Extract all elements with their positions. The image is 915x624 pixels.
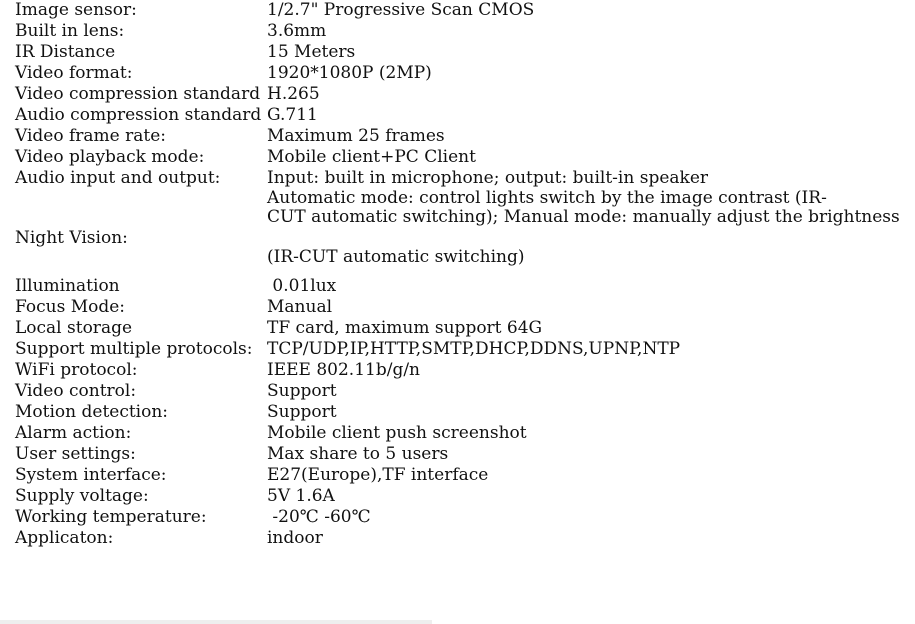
spec-value: 0.01lux (267, 276, 337, 296)
spec-row-lens (15, 21, 915, 42)
spec-value: H.265 (267, 84, 320, 104)
spec-label: Focus Mode: (15, 297, 126, 317)
spec-row-audio-io (15, 168, 915, 189)
spec-label: User settings: (15, 444, 136, 464)
spec-value: 1/2.7" Progressive Scan CMOS (267, 0, 535, 20)
spec-value: 5V 1.6A (267, 486, 335, 506)
spec-label: Video format: (15, 63, 133, 83)
spec-row-user-settings (15, 444, 915, 465)
spec-value: Support (267, 402, 337, 422)
spec-row-image-sensor (15, 0, 915, 21)
spec-value: G.711 (267, 105, 318, 125)
spec-label: Alarm action: (15, 423, 132, 443)
spec-label: Video playback mode: (15, 147, 205, 167)
spec-value: Mobile client push screenshot (267, 423, 527, 443)
spec-row-ir-distance (15, 42, 915, 63)
spec-value: TF card, maximum support 64G (267, 318, 543, 338)
spec-value: E27(Europe),TF interface (267, 465, 489, 485)
spec-label: Video control: (15, 381, 137, 401)
spec-label: Supply voltage: (15, 486, 149, 506)
spec-row-protocols (15, 339, 915, 360)
spec-value: -20℃ -60℃ (267, 507, 371, 527)
spec-value: 15 Meters (267, 42, 356, 62)
spec-row-supply-voltage (15, 486, 915, 507)
bottom-divider (0, 620, 432, 624)
spec-value: Maximum 25 frames (267, 126, 445, 146)
spec-label: Built in lens: (15, 21, 125, 41)
spec-label: System interface: (15, 465, 167, 485)
spec-row-audio-compression (15, 105, 915, 126)
spec-label: Support multiple protocols: (15, 339, 253, 359)
spec-label: Applicaton: (15, 528, 114, 548)
spec-row-video-format (15, 63, 915, 84)
spec-row-illumination (15, 276, 915, 297)
spec-label: Working temperature: (15, 507, 207, 527)
spec-row-motion-detection (15, 402, 915, 423)
spec-row-playback-mode (15, 147, 915, 168)
spec-value: IEEE 802.11b/g/n (267, 360, 420, 380)
spec-label: Video compression standard (15, 84, 261, 104)
spec-label: Image sensor: (15, 0, 137, 20)
spec-row-local-storage (15, 318, 915, 339)
spec-row-night-vision (15, 189, 915, 270)
spec-label: Illumination (15, 276, 120, 296)
spec-row-video-compression (15, 84, 915, 105)
spec-label: Motion detection: (15, 402, 169, 422)
spec-row-focus-mode (15, 297, 915, 318)
spec-value: Manual (267, 297, 333, 317)
spec-value: Mobile client+PC Client (267, 147, 476, 167)
spec-row-system-interface (15, 465, 915, 486)
spec-value: indoor (267, 528, 323, 548)
spec-value-line: (IR-CUT automatic switching) (267, 247, 525, 267)
spec-row-frame-rate (15, 126, 915, 147)
spec-label: Local storage (15, 318, 133, 338)
spec-row-application (15, 528, 915, 549)
spec-value: Input: built in microphone; output: built-in speaker (267, 168, 709, 188)
spec-value: Support (267, 381, 337, 401)
spec-value: 1920*1080P (2MP) (267, 63, 432, 83)
spec-row-working-temperature (15, 507, 915, 528)
spec-row-wifi (15, 360, 915, 381)
spec-label: Audio input and output: (15, 168, 221, 188)
spec-value: Max share to 5 users (267, 444, 449, 464)
spec-label: IR Distance (15, 42, 116, 62)
spec-value: TCP/UDP,IP,HTTP,SMTP,DHCP,DDNS,UPNP,NTP (267, 339, 681, 359)
spec-row-alarm-action (15, 423, 915, 444)
spec-value-line: CUT automatic switching); Manual mode: manually adjust the brightness (267, 207, 900, 227)
spec-label: WiFi protocol: (15, 360, 138, 380)
spec-label: Video frame rate: (15, 126, 167, 146)
spec-value-line: Automatic mode: control lights switch by the image contrast (IR- (267, 188, 827, 208)
spec-label: Audio compression standard (15, 105, 262, 125)
spec-label: Night Vision: (15, 228, 128, 248)
spec-value: 3.6mm (267, 21, 327, 41)
spec-table (15, 0, 915, 549)
spec-row-video-control (15, 381, 915, 402)
